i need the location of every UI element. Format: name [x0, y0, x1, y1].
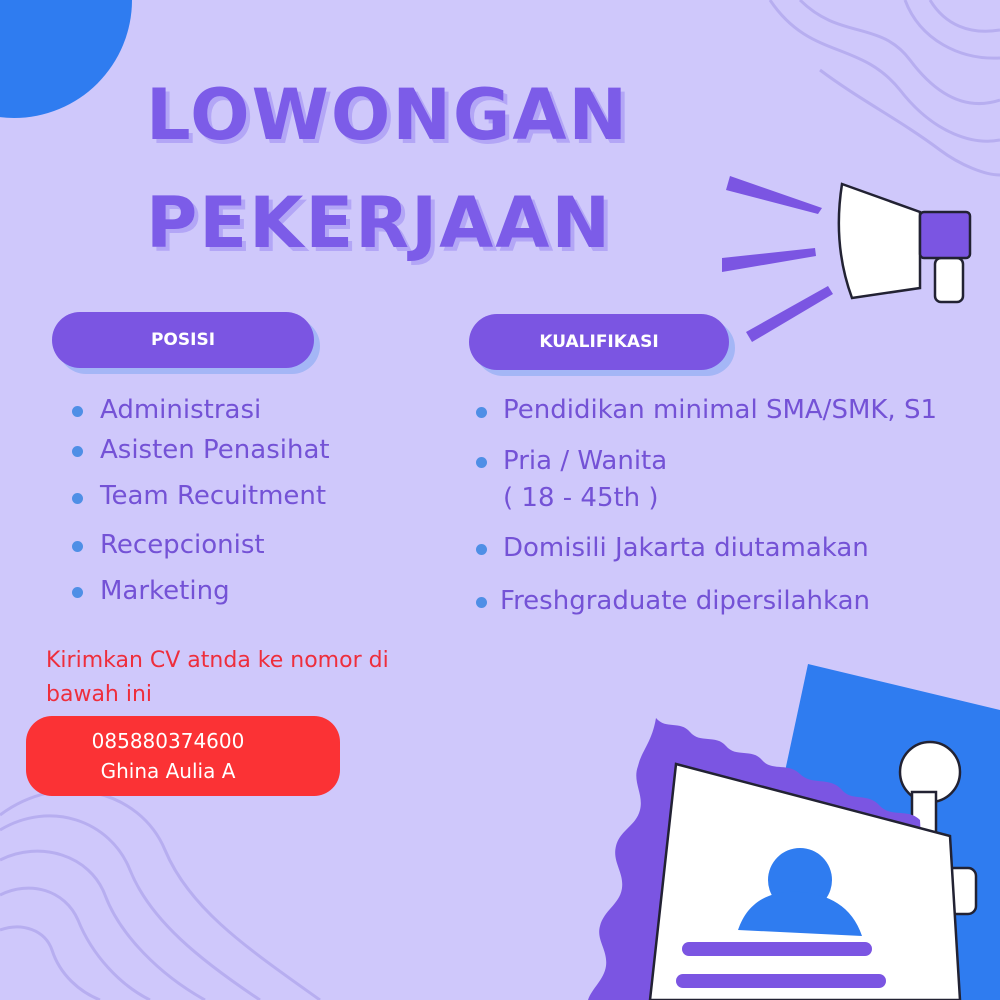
- megaphone-icon: [722, 176, 970, 342]
- bullet-icon: [72, 446, 83, 457]
- resume-document-icon: [588, 664, 1000, 1000]
- list-item: Pria / Wanita: [503, 446, 668, 476]
- bullet-icon: [72, 587, 83, 598]
- title-line-2: PEKERJAAN: [146, 182, 613, 264]
- kualifikasi-header: KUALIFIKASI: [469, 314, 729, 370]
- list-item: Asisten Penasihat: [100, 435, 330, 465]
- wavy-line-decoration: [0, 790, 320, 1000]
- list-item: Pendidikan minimal SMA/SMK, S1: [503, 395, 938, 425]
- list-item: Marketing: [100, 576, 230, 606]
- contact-phone: 085880374600: [91, 729, 245, 753]
- bullet-icon: [72, 541, 83, 552]
- list-item: Team Recuitment: [100, 481, 327, 511]
- bullet-icon: [476, 544, 487, 555]
- title-line-1: LOWONGAN: [146, 74, 630, 156]
- contact-name: Ghina Aulia A: [100, 759, 236, 783]
- bullet-icon: [72, 406, 83, 417]
- posisi-header: POSISI: [52, 312, 314, 368]
- bullet-icon: [476, 457, 487, 468]
- bullet-icon: [476, 407, 487, 418]
- list-item: Domisili Jakarta diutamakan: [503, 533, 869, 563]
- blue-circle-decoration: [0, 0, 132, 118]
- list-item: Administrasi: [100, 395, 262, 425]
- list-item: Freshgraduate dipersilahkan: [500, 586, 871, 616]
- wavy-line-decoration: [770, 0, 1000, 175]
- bullet-icon: [476, 597, 487, 608]
- bullet-icon: [72, 493, 83, 504]
- contact-box: [26, 716, 340, 796]
- list-item: Recepcionist: [100, 530, 265, 560]
- cta-text: Kirimkan CV atnda ke nomor di bawah ini: [46, 648, 389, 707]
- list-item-continuation: ( 18 - 45th ): [503, 483, 659, 513]
